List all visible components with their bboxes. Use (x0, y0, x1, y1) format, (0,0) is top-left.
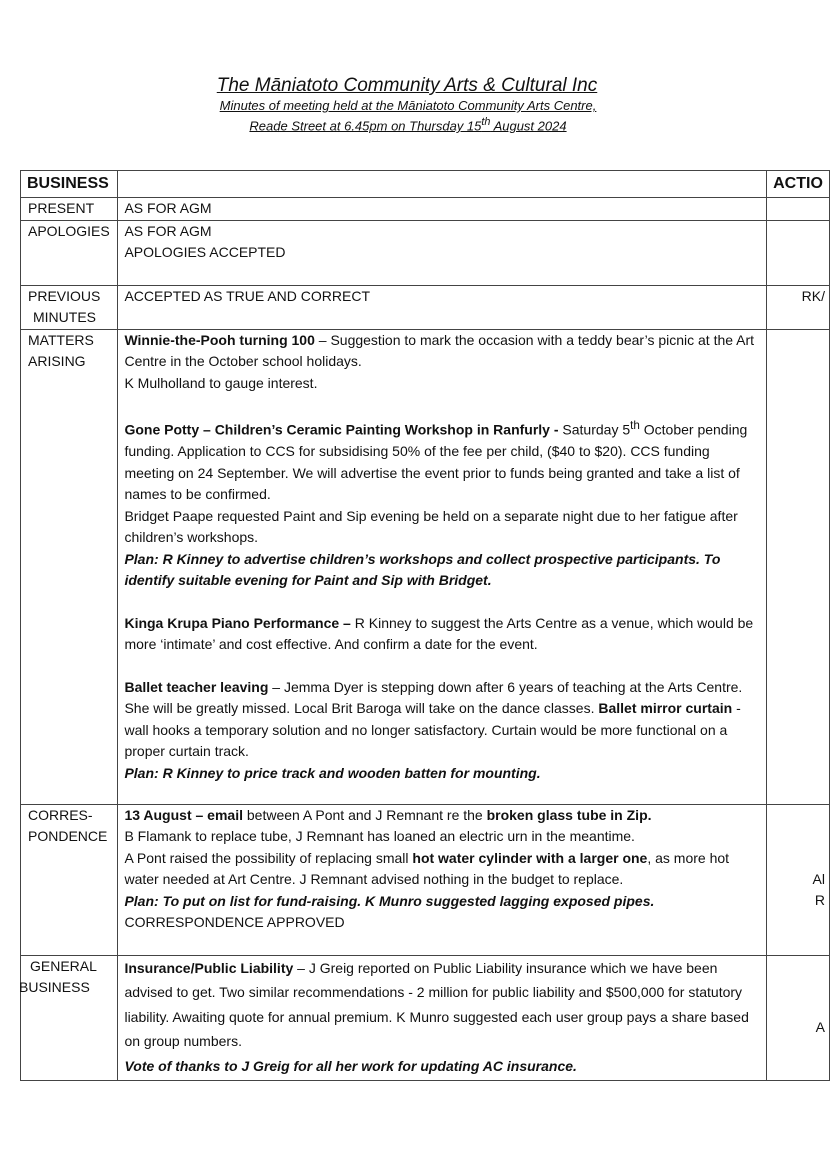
header-business: BUSINESS (21, 171, 118, 198)
corres-line3 (124, 848, 760, 891)
subtitle-date-sup: th (481, 116, 491, 128)
header-detail (118, 171, 767, 198)
document-header (0, 74, 806, 134)
kinga-title: Kinga Krupa Piano Performance – (124, 614, 355, 631)
corres-email-title: 13 August – email (124, 806, 243, 823)
corres-line3-bold: hot water cylinder with a larger one (412, 849, 648, 866)
potty-title: Gone Potty – Children’s Ceramic Painting Workshop in Ranfurly - (124, 421, 563, 438)
row-correspondence (21, 804, 830, 955)
potty-text2: Bridget Paape requested Paint and Sip evening be held on a separate night due to her fatigue after children’s workshops. (124, 507, 738, 546)
apologies-label: APOLOGIES (21, 220, 118, 285)
ballet-item (124, 677, 760, 763)
previous-label (21, 285, 118, 329)
matters-content (118, 329, 767, 804)
previous-text: ACCEPTED AS TRUE AND CORRECT (118, 285, 767, 329)
general-action-text: A (815, 1018, 825, 1035)
ballet-text2: - wall hooks a temporary solution and no longer satisfactory. Curtain would be more functional on a proper curtain track. (124, 700, 741, 760)
present-action (767, 198, 830, 221)
previous-label-line1: PREVIOUS (28, 287, 101, 304)
pooh-text: – Suggestion to mark the occasion with a teddy bear’s picnic at the Art Centre in the October school holidays. (124, 331, 755, 369)
general-action (767, 955, 830, 1080)
apologies-line1: AS FOR AGM (124, 222, 212, 239)
corres-label-line1: CORRES- (28, 806, 93, 823)
matters-label (21, 329, 118, 804)
document-title: The Māniatoto Community Arts & Cultural Inc (216, 75, 598, 96)
insurance-title: Insurance/Public Liability (124, 959, 294, 976)
corres-action (767, 804, 830, 955)
ballet-mirror-title: Ballet mirror curtain (598, 700, 733, 717)
pooh-title: Winnie-the-Pooh turning 100 (124, 331, 315, 348)
potty-text: October pending funding. Application to CCS for subsidising 50% of the fee per child, ($40 to $20). CCS funding meeting on 24 September. We will advertise the event prior to funds being granted and take a list of names to be confirmed. (124, 421, 748, 503)
ballet-plan: Plan: R Kinney to price track and wooden batten for mounting. (124, 764, 541, 781)
potty-item (124, 415, 760, 506)
spacer (773, 805, 825, 869)
corres-plan: Plan: To put on list for fund-raising. K Munro suggested lagging exposed pipes. (124, 892, 655, 909)
matters-label-line1: MATTERS (28, 331, 94, 348)
pooh-item (124, 330, 760, 373)
document-subtitle-line1: Minutes of meeting held at the Māniatoto Community Arts Centre, (219, 98, 597, 113)
minutes-table (20, 170, 830, 1081)
table-header-row (21, 171, 830, 198)
kinga-item (124, 613, 760, 656)
row-present (21, 198, 830, 221)
spacer (124, 394, 760, 415)
corres-action-line1: Al (812, 870, 825, 887)
present-text: AS FOR AGM (118, 198, 767, 221)
pooh-text2: K Mulholland to gauge interest. (124, 374, 318, 391)
matters-label-line2: ARISING (28, 353, 86, 369)
subtitle-date-text: Reade Street at 6.45pm on Thursday 15 (249, 118, 482, 134)
general-label-line1: GENERAL (30, 957, 97, 974)
potty-plan: Plan: R Kinney to advertise children’s workshops and collect prospective participants. To identify suitable evening for Paint and Sip with Bridget. (124, 550, 721, 589)
potty-sup: th (630, 419, 640, 432)
insurance-item (124, 956, 760, 1054)
corres-email-text: between A Pont and J Remnant re the (242, 806, 487, 823)
vote-of-thanks: Vote of thanks to J Greig for all her work for updating AC insurance. (124, 1057, 577, 1074)
apologies-text (118, 220, 767, 285)
corres-approved: CORRESPONDENCE APPROVED (124, 914, 345, 930)
potty-text-start: Saturday 5 (562, 421, 631, 438)
row-general-business (21, 955, 830, 1080)
present-label: PRESENT (21, 198, 118, 221)
general-label (21, 955, 118, 1080)
spacer (773, 956, 825, 1017)
insurance-text: – J Greig reported on Public Liability insurance which we have been advised to get. Two similar recommendations - 2 million for public liability and $500,000 for statutory liability. Awaiting quote for annual premium. K Munro suggested each user group pays a share based on group numbers. (124, 959, 749, 1049)
corres-line3-end: , as more hot water needed at Art Centre. J Remnant advised nothing in the budget to replace. (124, 849, 730, 887)
document-subtitle-line2 (10, 114, 806, 134)
general-label-line2: BUSINESS (19, 979, 90, 995)
corres-email-subject: broken glass tube in Zip. (486, 806, 652, 823)
matters-action (767, 329, 830, 804)
previous-action: RK/ (767, 285, 830, 329)
corres-line2: B Flamank to replace tube, J Remnant has loaned an electric urn in the meantime. (124, 828, 635, 844)
corres-action-line2: R (814, 892, 825, 908)
spacer (124, 656, 760, 677)
ballet-text: – Jemma Dyer is stepping down after 6 years of teaching at the Arts Centre. She will be greatly missed. Local Brit Baroga will take on the dance classes. (124, 678, 743, 717)
corres-line3-start: A Pont raised the possibility of replacing small (124, 849, 413, 866)
corres-email (124, 805, 760, 827)
row-apologies (21, 220, 830, 285)
subtitle-date-text-end: August 2024 (490, 118, 567, 134)
ballet-title: Ballet teacher leaving (124, 678, 269, 695)
header-action: ACTIO (767, 171, 830, 198)
corres-content (118, 804, 767, 955)
row-previous-minutes (21, 285, 830, 329)
row-matters-arising (21, 329, 830, 804)
corres-label (21, 804, 118, 955)
kinga-text: R Kinney to suggest the Arts Centre as a venue, which would be more ‘intimate’ and cost effective. And confirm a date for the event. (124, 614, 754, 653)
general-content (118, 955, 767, 1080)
apologies-action (767, 220, 830, 285)
corres-label-line2: PONDENCE (28, 828, 108, 844)
spacer (124, 592, 760, 613)
apologies-line2: APOLOGIES ACCEPTED (124, 244, 286, 260)
previous-label-line2: MINUTES (33, 309, 96, 325)
